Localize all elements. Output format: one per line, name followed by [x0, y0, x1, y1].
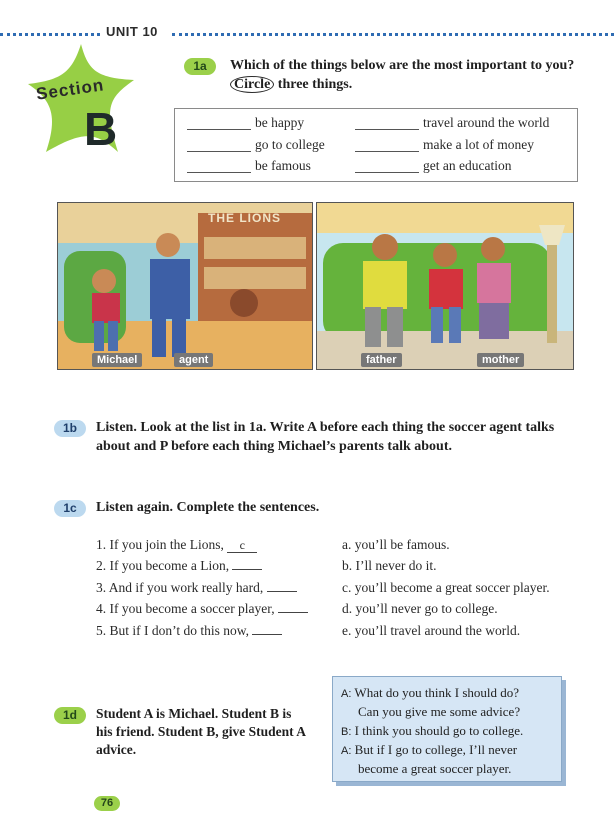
store-sign: THE LIONS	[208, 211, 282, 225]
choices-box	[174, 108, 578, 182]
dialogue-text-1: What do you think I should do?	[354, 685, 520, 700]
section-letter: B	[84, 103, 118, 155]
answer-blank-3[interactable]	[267, 591, 297, 592]
dialogue-line-4	[341, 742, 517, 758]
choice-money: make a lot of money	[423, 137, 534, 152]
sentence-4	[96, 601, 308, 617]
ending-c: c. you’ll become a great soccer player.	[342, 580, 550, 595]
section-label: Section	[34, 75, 106, 104]
unit-title: UNIT 10	[106, 24, 158, 39]
dialogue-text-4: But if I go to college, I’ll never	[354, 742, 518, 757]
choice-be-famous: be famous	[255, 158, 311, 173]
label-mother: mother	[477, 353, 524, 367]
circle-word: Circle	[230, 76, 274, 93]
choice-be-happy: be happy	[255, 115, 305, 130]
dialogue-line-2	[358, 704, 520, 720]
sentence-1	[96, 537, 257, 553]
dialogue-text-5: become a great soccer player.	[358, 761, 512, 776]
instruction-1a	[230, 56, 580, 94]
sentence-1-text: 1. If you join the Lions,	[96, 537, 224, 552]
dialogue-line-3	[341, 723, 523, 739]
blank-line[interactable]	[355, 129, 419, 130]
label-michael: Michael	[92, 353, 142, 367]
answer-blank-5[interactable]	[252, 634, 282, 635]
answer-blank-2[interactable]	[232, 569, 262, 570]
sentence-2	[96, 558, 262, 574]
blank-line[interactable]	[355, 172, 419, 173]
agent-scene	[58, 203, 312, 369]
sentence-2-text: 2. If you become a Lion,	[96, 558, 230, 573]
choice-go-to-college: go to college	[255, 137, 325, 152]
instruction-1b: Listen. Look at the list in 1a. Write A before each thing the soccer agent talks about and P before each thing Michael’s parents talk about.	[96, 420, 555, 454]
badge-1d: 1d	[54, 707, 86, 724]
dialogue-line-1	[341, 685, 519, 701]
header-rule-right	[172, 33, 614, 36]
illustration-agent	[57, 202, 313, 370]
instruction-1d: Student A is Michael. Student B is his friend. Student B, give Student A advice.	[96, 706, 306, 757]
speaker-a: A:	[341, 745, 352, 757]
sentence-5-text: 5. But if I don’t do this now,	[96, 623, 250, 638]
sentence-3-text: 3. And if you work really hard,	[96, 580, 264, 595]
page-number: 76	[94, 796, 120, 811]
speaker-b: B:	[341, 726, 352, 738]
choice-education: get an education	[423, 158, 512, 173]
section-star	[22, 40, 140, 158]
instruction-1a-text: Which of the things below are the most important to you?	[230, 58, 575, 73]
answer-blank-1[interactable]: c	[227, 539, 257, 553]
dialogue-text-3: I think you should go to college.	[354, 723, 524, 738]
blank-line[interactable]	[187, 129, 251, 130]
dialogue-line-5	[358, 761, 511, 777]
sentence-5	[96, 623, 282, 639]
badge-1b: 1b	[54, 420, 86, 437]
instruction-1c: Listen again. Complete the sentences.	[96, 500, 320, 515]
ending-b: b. I’ll never do it.	[342, 558, 437, 573]
speaker-a: A:	[341, 688, 352, 700]
label-agent: agent	[174, 353, 213, 367]
ending-d: d. you’ll never go to college.	[342, 601, 498, 616]
header-rule-left	[0, 33, 100, 36]
badge-1c: 1c	[54, 500, 86, 517]
dialogue-text-2: Can you give me some advice?	[358, 704, 521, 719]
instruction-1a-end: three things.	[277, 77, 353, 92]
blank-line[interactable]	[187, 172, 251, 173]
badge-1a: 1a	[184, 58, 216, 75]
illustration-parents	[316, 202, 574, 370]
ending-a: a. you’ll be famous.	[342, 537, 450, 552]
answer-blank-4[interactable]	[278, 612, 308, 613]
dialogue-box	[332, 676, 562, 782]
label-father: father	[361, 353, 402, 367]
blank-line[interactable]	[355, 151, 419, 152]
choice-travel: travel around the world	[423, 115, 550, 130]
ending-e: e. you’ll travel around the world.	[342, 623, 521, 638]
parents-scene	[317, 203, 573, 369]
sentence-3	[96, 580, 297, 596]
sentence-4-text: 4. If you become a soccer player,	[96, 601, 275, 616]
blank-line[interactable]	[187, 151, 251, 152]
